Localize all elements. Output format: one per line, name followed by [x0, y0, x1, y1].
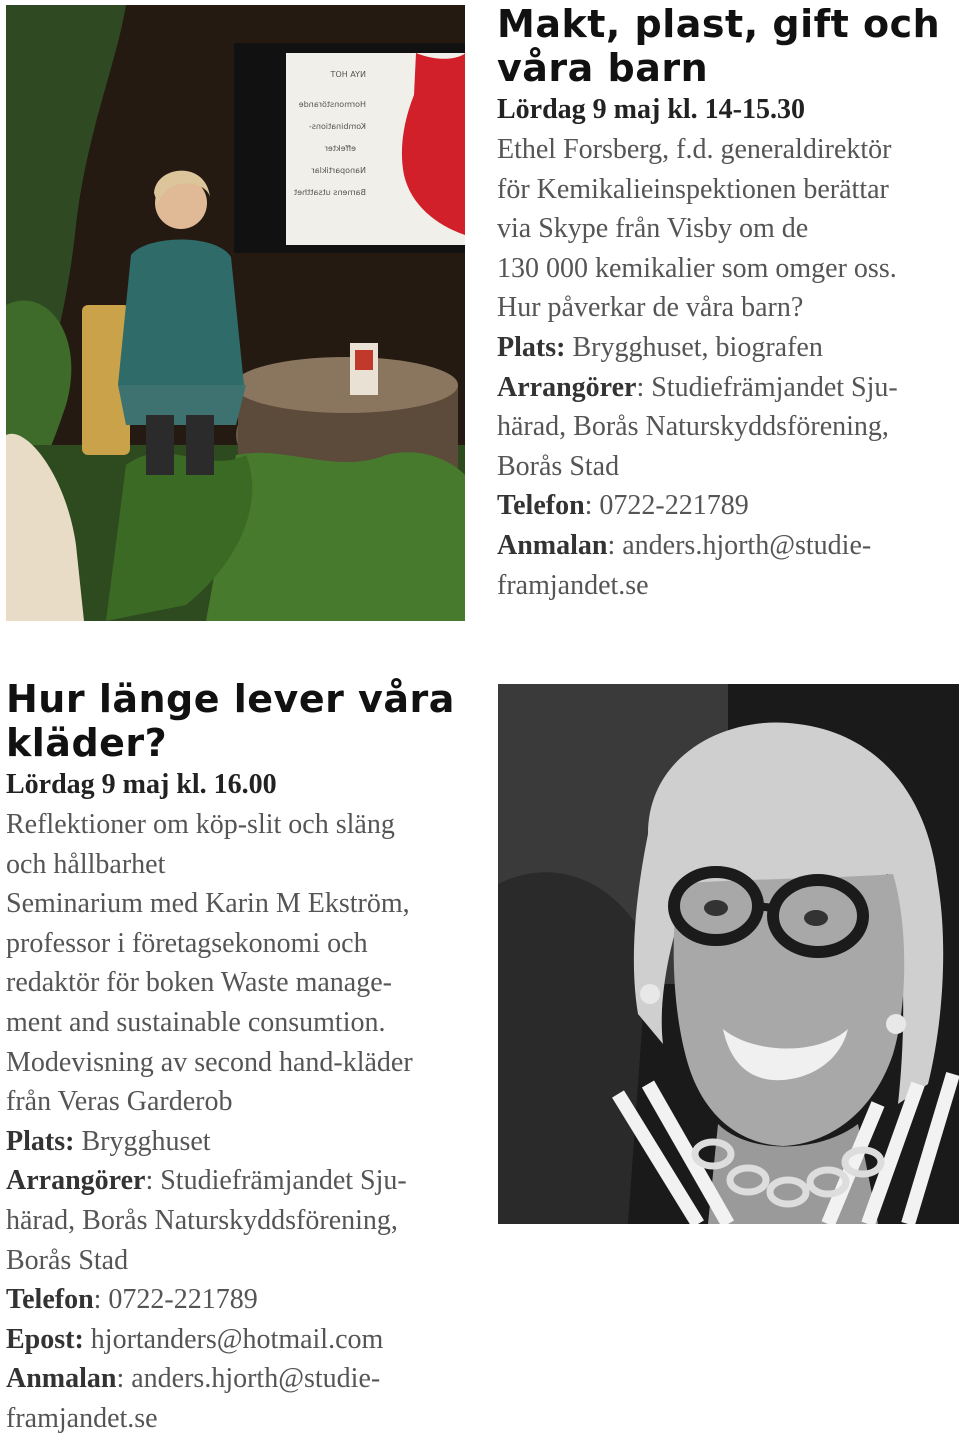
telefon-value: : 0722-221789 — [584, 490, 749, 522]
arrangorer-value: : Studiefrämjandet Sju- — [636, 371, 898, 403]
arrangorer-label: Arrangörer — [497, 371, 637, 403]
epost-value: hjortanders@hotmail.com — [83, 1323, 384, 1355]
description-line: redaktör för boken Waste manage- — [6, 967, 392, 999]
description-line: Hur påverkar de våra barn? — [497, 292, 804, 324]
epost-label: Epost: — [6, 1323, 84, 1355]
portrait-photo — [498, 684, 959, 1224]
stage-photo — [6, 5, 465, 621]
event-title: Hur länge lever våra kläder? — [6, 677, 455, 765]
plats-label: Plats: — [6, 1125, 75, 1157]
arrangorer-value: : Studiefrämjandet Sju- — [145, 1165, 407, 1197]
arrangorer-line: Borås Stad — [497, 450, 620, 482]
arrangorer-line: härad, Borås Naturskyddsförening, — [497, 411, 889, 443]
telefon-value: : 0722-221789 — [93, 1284, 258, 1316]
anmalan-line: framjandet.se — [497, 569, 649, 601]
telefon-label: Telefon — [6, 1284, 94, 1316]
slide-bullet: effekter — [324, 144, 356, 153]
epost-line — [6, 1320, 481, 1360]
description-line: Ethel Forsberg, f.d. generaldirektör — [497, 134, 892, 165]
description-line: ment and sustainable consumtion. — [6, 1006, 386, 1038]
arrangorer-label: Arrangörer — [6, 1165, 146, 1197]
description-line: via Skype från Visby om de — [497, 213, 809, 245]
plats-line — [497, 328, 957, 368]
anmalan-line: framjandet.se — [6, 1402, 158, 1434]
description-line: från Veras Garderob — [6, 1086, 233, 1118]
arrangorer-line — [6, 1161, 481, 1201]
description-line: Seminarium med Karin M Ekström, — [6, 888, 410, 920]
anmalan-line — [497, 526, 957, 566]
telefon-label: Telefon — [497, 490, 585, 522]
plats-label: Plats: — [497, 331, 566, 363]
arrangorer-line: Borås Stad — [6, 1244, 129, 1276]
event-makt-plast — [497, 2, 957, 605]
slide-bullet: Barnens utsatthet — [294, 188, 366, 197]
description-line: 130 000 kemikalier som omger oss. — [497, 252, 897, 284]
slide-heading: NYA HOT — [330, 70, 366, 79]
event-date: Lördag 9 maj kl. 16.00 — [6, 769, 277, 800]
description-line: Modevisning av second hand-kläder — [6, 1046, 413, 1078]
anmalan-label: Anmalan — [497, 529, 608, 561]
telefon-line — [6, 1280, 481, 1320]
arrangorer-line — [497, 368, 957, 408]
description-line: och hållbarhet — [6, 848, 166, 880]
telefon-line — [497, 486, 957, 526]
slide-bullet: Kombinations- — [308, 122, 366, 131]
slide-bullet: Hormonstörande — [298, 100, 366, 109]
anmalan-value: : anders.hjorth@studie- — [116, 1363, 381, 1395]
plats-value: Brygghuset, biografen — [565, 331, 823, 363]
slide-bullet: Nanopartiklar — [311, 166, 366, 175]
description-line: professor i företagsekonomi och — [6, 927, 368, 959]
description-line: Reflektioner om köp-slit och släng — [6, 809, 395, 840]
anmalan-label: Anmalan — [6, 1363, 117, 1395]
event-hur-lange — [6, 677, 481, 1439]
event-date: Lördag 9 maj kl. 14-15.30 — [497, 94, 805, 125]
plats-value: Brygghuset — [74, 1125, 211, 1157]
description-line: för Kemikalieinspektionen berättar — [497, 173, 889, 205]
event-title: Makt, plast, gift och våra barn — [497, 2, 941, 90]
arrangorer-line: härad, Borås Naturskyddsförening, — [6, 1204, 398, 1236]
plats-line — [6, 1122, 481, 1162]
anmalan-value: : anders.hjorth@studie- — [607, 529, 872, 561]
anmalan-line — [6, 1359, 481, 1399]
